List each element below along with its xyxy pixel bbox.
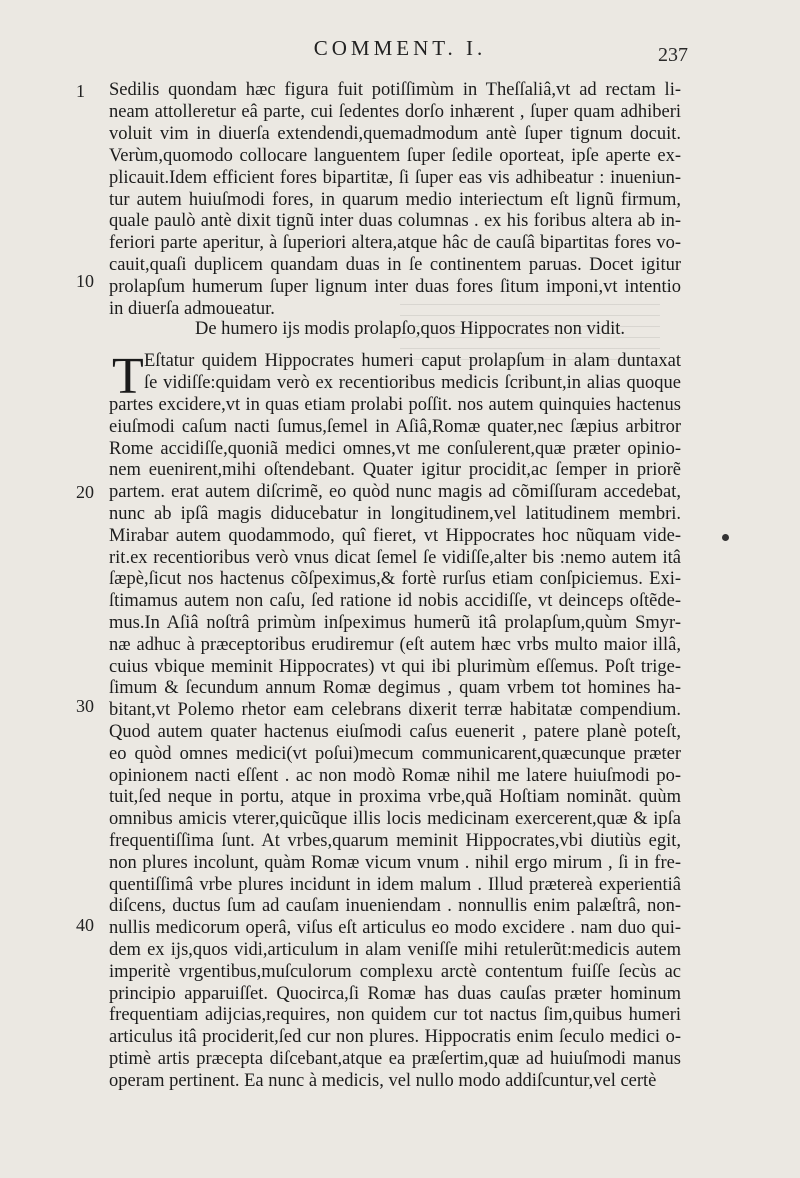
- running-header: COMMENT. I.: [313, 36, 487, 60]
- text-line: cuius vbique meminit Hippocrates) vt qui ibi plurimùm eſſemus. Poſt trige-: [109, 656, 681, 677]
- line-number: 40: [76, 915, 94, 935]
- text-line: diſcens, ductus ſum ad cauſam inueniendam . nonnullis enim palæſtrâ, non-: [109, 896, 681, 917]
- text-line: Rome accidiſſe,quoniã medici omnes,vt me conſulerent,quæ præter opinio-: [109, 438, 681, 459]
- text-line: articulus itâ prociderit,ſed cur non plures. Hippocratis enim ſeculo medici o-: [109, 1027, 681, 1048]
- line-number: 10: [76, 271, 94, 291]
- text-line: operam pertinent. Ea nunc à medicis, vel nullo modo addiſcuntur,vel certè: [109, 1070, 657, 1091]
- text-line: ſe vidiſſe:quidam verò ex recentioribus medicis ſcribunt,in alias quoque: [144, 373, 681, 393]
- section-heading: De humero ijs modis prolapſo,quos Hippocrates non vidit.: [194, 319, 626, 339]
- text-line: non plures incolunt, quàm Romæ vicum vnum . nihil ergo mirum , ſi in fre-: [109, 852, 681, 873]
- text-line: neam attolleretur eâ parte, cui ſedentes dorſo inhærent , ſuper quam adhiberi: [109, 101, 681, 122]
- line-number: 30: [76, 696, 94, 716]
- text-line: principio apparuiſſet. Quocirca,ſi Romæ has duas cauſas præter hominum: [109, 983, 681, 1004]
- text-line: Eſtatur quidem Hippocrates humeri caput prolapſum in alam duntaxat: [144, 351, 681, 371]
- line-number: 20: [76, 482, 94, 502]
- text-line: eiuſmodi caſum nacti ſumus,ſemel in Aſiâ,Romæ quater,nec ſæpius arbitror: [109, 416, 681, 437]
- text-line: rit.ex recentioribus verò vnus dicat ſemel ſe vidiſſe,alter bis :nemo autem itâ: [109, 547, 681, 568]
- text-line: feriori parte aperitur, à ſuperiori altera,atque hâc de cauſâ bipartitas fores vo-: [109, 233, 681, 254]
- text-line: cauit,quaſi duplicem quandam duas in ſe continentem paruas. Docet igitur: [109, 255, 681, 276]
- text-line: voluit vim in diuerſa extendendi,quemadmodum antè ſuper tignum docuit.: [109, 123, 681, 144]
- text-line: nunc ab ipſâ magis diducebatur in longitudinem,vel latitudinem membri.: [109, 504, 681, 524]
- text-line: opinionem nacti eſſent . ac non modò Romæ nihil me latere huiuſmodi po-: [109, 765, 681, 786]
- text-line: partem. erat autem diſcrimẽ, eo quòd nunc magis ad cõmiſſuram accedebat,: [109, 482, 681, 503]
- text-line: tur autem huiuſmodi fores, in quarum medio interiectum eſt lignũ firmum,: [109, 189, 681, 210]
- drop-capital: T: [112, 348, 144, 405]
- text-line: Verùm,quomodo collocare languentem ſuper ſedile oporteat, ipſe aperte ex-: [109, 145, 681, 166]
- text-line: eo quòd omnes medici(vt poſui)mecum communicarent,quæcunque præter: [109, 743, 681, 764]
- text-line: bitant,vt Polemo rhetor eam celebrans dixerit terræ habitatæ compendium.: [109, 700, 681, 721]
- text-line: ſtimamus autem non caſu, ſed ratione id nobis accidiſſe, vt deinceps oſtẽde-: [109, 591, 681, 612]
- text-line: ptimè artis præcepta diſcebant,atque ea præſertim,quæ ad huiuſmodi manus: [109, 1049, 681, 1069]
- text-line: imperitè vrgentibus,muſculorum complexu arctè contentum fuiſſe ſecùs ac: [109, 961, 681, 982]
- text-line: ſimum & ſecundum annum Romæ degimus , quam vrbem tot homines ha-: [109, 678, 681, 699]
- text-line: næ adhuc à præceptoribus erudiremur (eſt autem hæc vrbs multo maior illâ,: [109, 634, 681, 655]
- page-number: 237: [658, 44, 688, 66]
- text-line: frequentiam adijcias,requires, non quidem cur tot nactus ſim,quibus humeri: [109, 1005, 681, 1026]
- text-line: in diuerſa admoueatur.: [109, 299, 275, 319]
- text-line: Quod autem quater hactenus eiuſmodi caſus euenerit , patere planè poteſt,: [109, 722, 681, 742]
- line-number: 1: [76, 81, 85, 101]
- text-line: nullis medicorum operâ, viſus eſt articulus eo modo excidere . nam duo qui-: [109, 918, 681, 939]
- text-line: quale paulò antè dixit tignũ inter duas columnas . ex his foribus altera ab in-: [109, 211, 681, 232]
- text-line: dem ex ijs,quos vidi,articulum in alam veniſſe mihi retulerũt:medicis autem: [109, 940, 681, 960]
- text-line: plicauit.Idem efficient fores bipartitæ, ſi ſuper eas vis adhibeatur : inueniun-: [109, 167, 681, 188]
- text-line: ſæpè,ſicut nos hactenus cõſpeximus,& fortè rurſus etiam conſpiciemus. Exi-: [109, 569, 681, 590]
- text-line: partes excidere,vt in quas etiam prolabi poſſit. nos autem quinquies hactenus: [109, 395, 681, 415]
- text-line: frequentiſſima ſunt. At vrbes,quarum meminit Hippocrates,vbi diutiùs egit,: [109, 831, 681, 851]
- text-line: Mirabar autem quodammodo, quî fieret, vt Hippocrates hoc nũquam vide-: [109, 525, 681, 546]
- text-line: nem euenirent,mihi oſtendebant. Quater igitur procidit,ac ſemper in priorẽ: [109, 460, 681, 481]
- text-line: quentiſſimâ vrbe plures incidunt in idem malum . Illud prætereà experientiâ: [109, 874, 681, 895]
- text-line: Sedilis quondam hæc figura fuit potiſſimùm in Theſſaliâ,vt ad rectam li-: [109, 80, 681, 100]
- text-line: omnibus amicis vterer,quicũque illis locis medicinam exercerent,quæ & ipſa: [109, 809, 681, 830]
- ink-spot: [722, 534, 729, 541]
- text-line: prolapſum humerum ſuper lignum inter duas fores ſitum imponi,vt intentio: [109, 277, 681, 298]
- text-line: tuit,ſed neque in portu, atque in proxima vrbe,quã Hoſtiam nominãt. quùm: [109, 787, 681, 808]
- text-line: mus.In Aſiâ noſtrâ primùm inſpeximus humerũ itâ prolapſum,quùm Smyr-: [109, 613, 681, 633]
